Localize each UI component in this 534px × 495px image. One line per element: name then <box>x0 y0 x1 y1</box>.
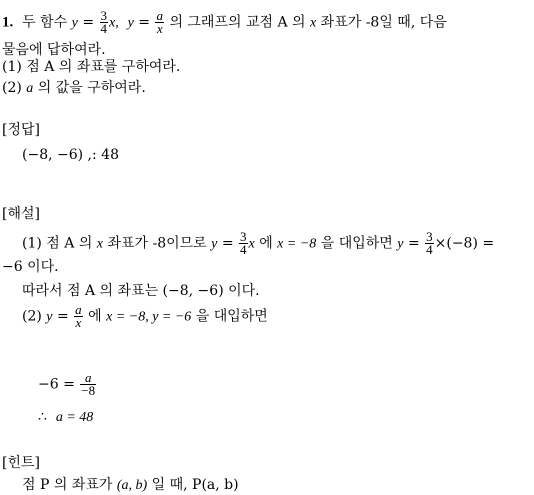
var-y: y <box>46 309 53 325</box>
equation: x = −8, y = −6 <box>106 309 192 325</box>
answer-heading: [정답] <box>2 122 40 138</box>
var-x: x <box>310 15 317 31</box>
answer-value: (−8, −6) ,: 48 <box>22 147 119 163</box>
solution-line-4 <box>22 304 268 329</box>
fraction-denominator: x <box>156 21 163 36</box>
var-x: x, <box>109 15 119 31</box>
hint-text-c: 일 때, <box>151 477 188 493</box>
problem-line-2: 물음에 답하여라. <box>2 42 106 58</box>
solution-text: 에 <box>88 308 102 325</box>
solution-line-1 <box>22 231 494 256</box>
solution-text: (2) <box>22 308 42 325</box>
equation-lhs: −6 = <box>38 376 75 393</box>
question-label: (2) <box>2 80 22 96</box>
hint-text-a: 점 P 의 좌표가 <box>22 477 113 493</box>
var-y: y <box>127 15 134 31</box>
therefore-symbol: ∴ <box>38 409 47 425</box>
fraction-denominator: 4 <box>240 242 247 257</box>
result-line <box>38 409 93 426</box>
equals: = <box>138 14 151 31</box>
hint-heading: [힌트] <box>2 455 40 471</box>
problem-number: 1. <box>2 14 14 31</box>
equation-line <box>38 372 97 397</box>
solution-text: (1) 점 A 의 <box>22 235 93 252</box>
fraction-denominator: 4 <box>426 242 433 257</box>
fraction-a-x <box>155 10 164 35</box>
var-y: y <box>397 236 404 252</box>
hint-coords: (a, b) <box>116 478 148 493</box>
fraction-numerator: 3 <box>100 8 107 23</box>
result: a = 48 <box>55 410 94 425</box>
solution-heading: [해설] <box>2 206 40 222</box>
solution-text: ×(−8) = <box>434 235 495 252</box>
fraction-numerator: 3 <box>240 229 247 244</box>
var-a: a <box>26 81 34 96</box>
hint-text <box>22 477 239 494</box>
equals: = <box>82 14 95 31</box>
problem-text: 좌표가 -8일 때, 다음 <box>320 14 447 31</box>
fraction-numerator: a <box>156 8 163 23</box>
fraction-numerator: a <box>80 372 96 385</box>
fraction-a-minus8 <box>80 372 96 397</box>
fraction-a-x <box>74 304 83 329</box>
equation: x = −8 <box>277 236 317 252</box>
solution-text: 을 대입하면 <box>320 235 393 252</box>
fraction-3-4 <box>239 231 248 256</box>
fraction-denominator: −8 <box>81 383 96 398</box>
solution-text: 을 대입하면 <box>195 308 268 325</box>
question-text: 의 값을 구하여라. <box>37 80 146 96</box>
question-1: (1) 점 A 의 좌표를 구하여라. <box>2 59 181 75</box>
var-x: x <box>248 236 255 252</box>
hint-text-d: P(a, b) <box>192 477 239 493</box>
question-2 <box>2 80 146 97</box>
var-y: y <box>71 15 78 31</box>
equals: = <box>56 308 69 325</box>
problem-text: 의 그래프의 교점 A 의 <box>169 14 306 31</box>
solution-line-2: −6 이다. <box>2 259 59 275</box>
solution-text: 에 <box>259 235 273 252</box>
fraction-3-4 <box>425 231 434 256</box>
solution-line-3: 따라서 점 A 의 좌표는 (−8, −6) 이다. <box>22 283 260 299</box>
fraction-denominator: x <box>75 315 82 330</box>
fraction-3-4 <box>100 10 109 35</box>
var-x: x <box>96 236 104 252</box>
var-y: y <box>211 236 218 252</box>
equals: = <box>407 235 420 252</box>
problem-line-1 <box>2 10 447 35</box>
fraction-numerator: 3 <box>426 229 433 244</box>
equals: = <box>221 235 234 252</box>
problem-text: 두 함수 <box>22 14 68 31</box>
fraction-numerator: a <box>75 302 82 317</box>
solution-text: 좌표가 -8이므로 <box>107 235 207 252</box>
fraction-denominator: 4 <box>100 21 107 36</box>
